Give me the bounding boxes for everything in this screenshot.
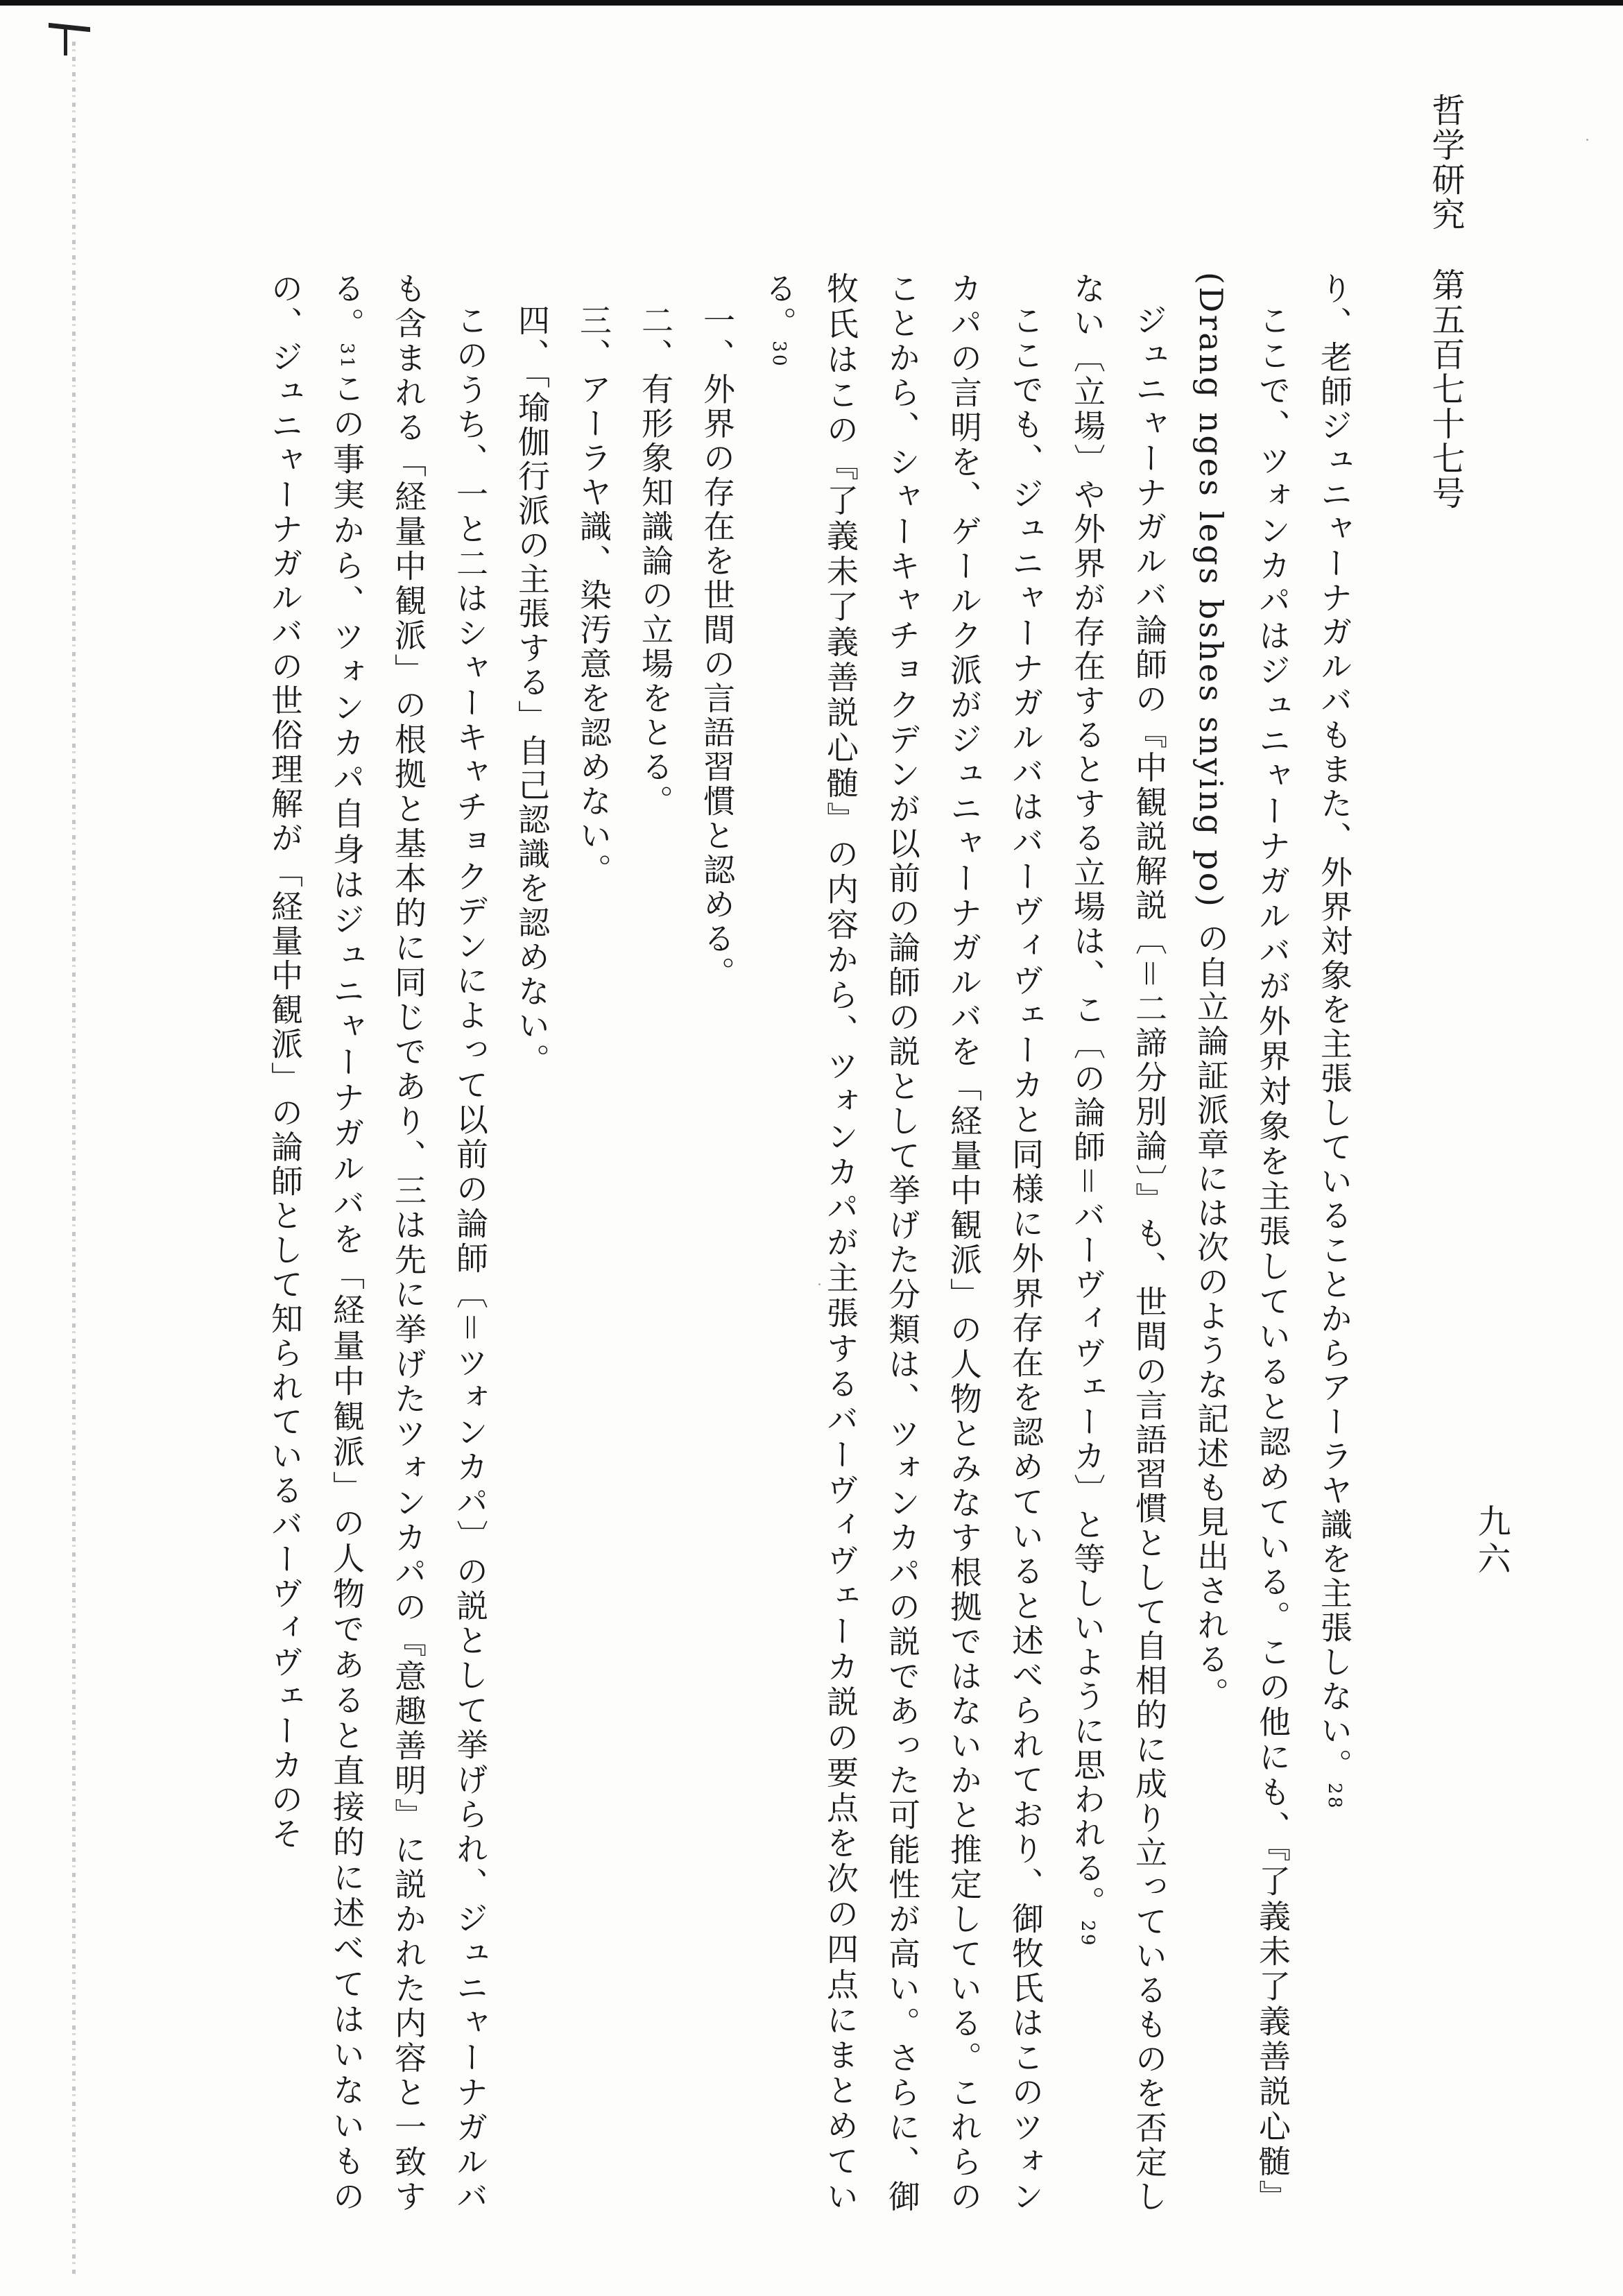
paragraph [748, 272, 1056, 2214]
scan-speck [1586, 139, 1588, 141]
footnote-ref: 30 [768, 341, 789, 369]
text-run: り、老師ジュニャーナガルバもまた、外界対象を主張していることからアーラヤ識を主張しない。 [1316, 272, 1353, 1783]
text-run: 四、「瑜伽行派の主張する」自己認識を認めない。 [513, 304, 551, 1078]
text-run: このうち、一と二はシャーキャチョクデンによって以前の論師〔＝ツォンカパ〕の説として挙げられ、ジュニャーナガルバも含まれる「経量中観派」の根拠と基本的に同じであり、三は先に挙げたツォンカパの『意趣善明』に説かれた内容と一致する。 [328, 272, 489, 2214]
paragraph [1180, 272, 1303, 2214]
body-text [254, 272, 1365, 2214]
scan-speck [818, 1283, 821, 1285]
footnote-ref: 31 [336, 343, 357, 371]
list-item [686, 272, 748, 2214]
journal-title: 哲学研究 [1426, 93, 1465, 232]
binding-edge-shadow [72, 42, 76, 2275]
list-item [501, 272, 563, 2214]
text-run: ここでも、ジュニャーナガルバはバーヴィヴェーカと同様に外界存在を認めていると述べられており、御牧氏はこのツォンカパの言明を、ゲールク派がジュニャーナガルバを「経量中観派」の人物とみなす根拠ではないかと推定している。これらのことから、シャーキャチョクデンが以前の論師の説として挙げた分類は、ツォンカパの説であった可能性が高い。さらに、御牧氏はこの『了義未了義善説心髄』の内容から、ツォンカパが主張するバーヴィヴェーカ説の要点を次の四点にまとめている。 [760, 272, 1045, 2215]
text-run: 三、アーラヤ識、染汚意を認めない。 [575, 304, 612, 888]
list-item [563, 272, 624, 2214]
text-run: 一、外界の存在を世間の言語習慣と認める。 [698, 304, 736, 991]
paragraph [1056, 272, 1180, 2214]
binding-corner-mark [49, 25, 83, 35]
list-item [624, 272, 686, 2214]
issue-number: 第五百七十七号 [1426, 268, 1465, 511]
text-run: この事実から、ツォンカパ自身はジュニャーナガルバを「経量中観派」の人物であると直接的に述べてはいないものの、ジュニャーナガルバの世俗理解が「経量中観派」の論師として知られているバーヴィヴェーカのそ [266, 272, 366, 2214]
page-number: 九六 [1472, 1504, 1511, 1579]
text-run: ジュニャーナガルバ論師の『中観説解説〔＝二諦分別論〕』も、世間の言語習慣として自相的に成り立っているものを否定しない〔立場〕や外界が存在するとする立場は、こ〔の論師＝バーヴィヴェーカ〕と等しいように思われる。 [1069, 272, 1168, 2214]
paragraph [254, 272, 501, 2214]
footnote-ref: 28 [1324, 1783, 1345, 1811]
text-run: 二、有形象知識論の立場をとる。 [637, 304, 674, 819]
text-run: ここで、ツォンカパはジュニャーナガルバが外界対象を主張していると認めている。この他にも、『了義未了義善説心髄』(Drang nges legs bshes snying po) の自立論証派章には次のような記述も見出される。 [1192, 272, 1291, 2214]
top-border-line [0, 0, 1623, 6]
footnote-ref: 29 [1077, 1920, 1098, 1948]
paragraph [1303, 272, 1365, 2214]
running-head [1411, 93, 1480, 787]
